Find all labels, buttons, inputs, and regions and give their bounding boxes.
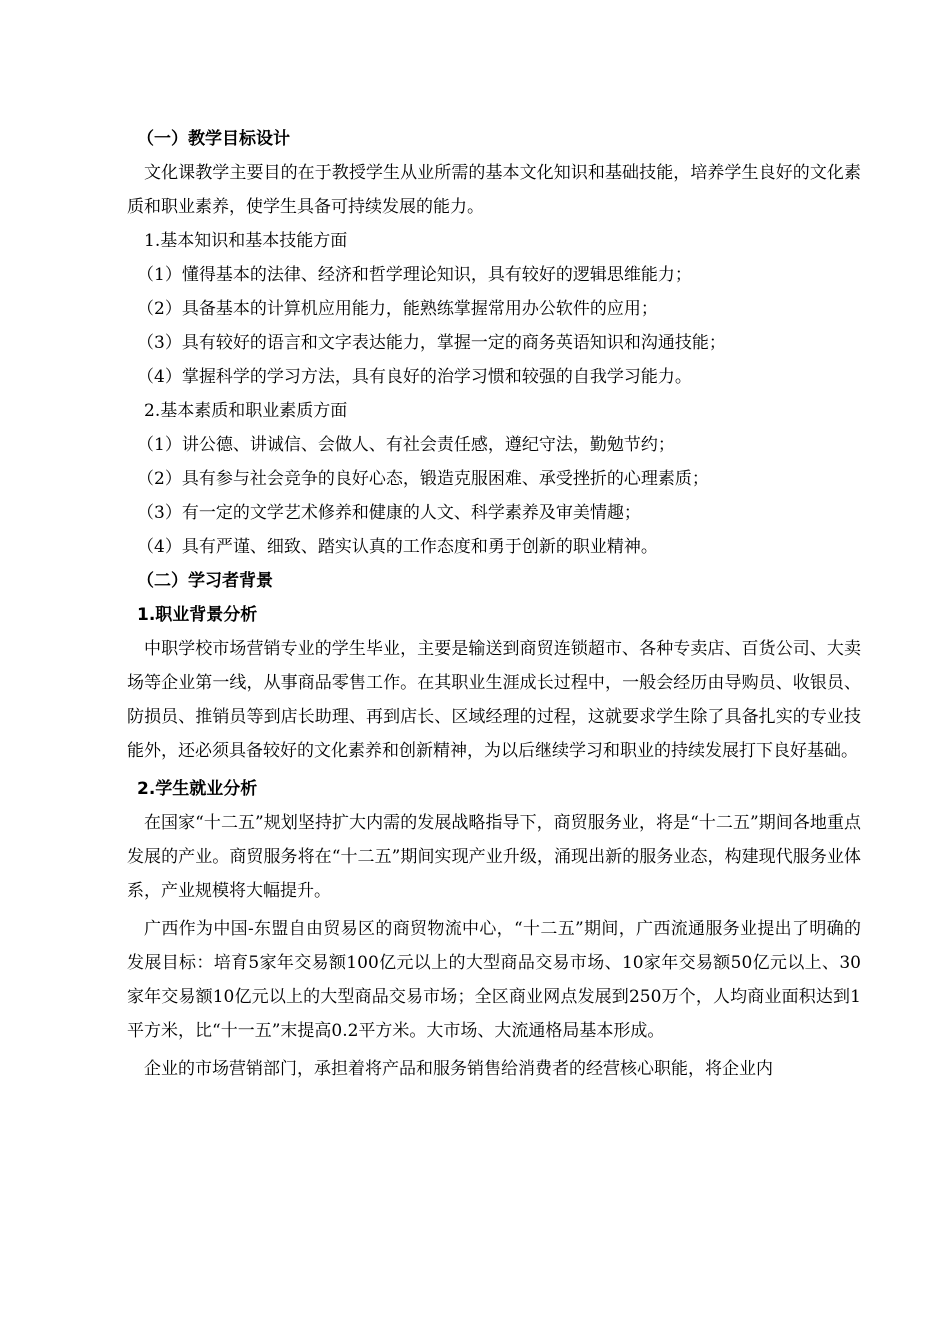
subheading-basic-qualities: 2.基本素质和职业素质方面 (144, 401, 348, 421)
paragraph-intro: 文化课教学主要目的在于教授学生从业所需的基本文化知识和基础技能，培养学生良好的文化素质和职业素养，使学生具备可持续发展的能力。 (127, 163, 861, 217)
list-item: （2）具备基本的计算机应用能力，能熟练掌握常用办公软件的应用； (137, 299, 658, 319)
section-heading-teaching-goals: （一）教学目标设计 (137, 129, 290, 149)
list-item: （1）讲公德、讲诚信、会做人、有社会责任感，遵纪守法，勤勉节约； (137, 435, 675, 455)
paragraph-career-background: 中职学校市场营销专业的学生毕业，主要是输送到商贸连锁超市、各种专卖店、百货公司、大卖场等企业第一线，从事商品零售工作。在其职业生涯成长过程中，一般会经历由导购员、收银员、防损员、推销员等到店长助理、再到店长、区域经理的过程，这就要求学生除了具备扎实的专业技能外，还必须具备较好的文化素养和创新精神，为以后继续学习和职业的持续发展打下良好基础。 (127, 639, 861, 761)
paragraph-employment-2: 广西作为中国-东盟自由贸易区的商贸物流中心，“十二五”期间，广西流通服务业提出了明确的发展目标：培育5家年交易额100亿元以上的大型商品交易市场、10家年交易额50亿元以上、30家年交易额10亿元以上的大型商品交易市场；全区商业网点发展到250万个，人均商业面积达到1平方米，比“十一五”末提高0.2平方米。大市场、大流通格局基本形成。 (127, 919, 861, 1041)
subheading-career-background: 1.职业背景分析 (137, 605, 258, 625)
list-item: （3）有一定的文学艺术修养和健康的人文、科学素养及审美情趣； (137, 503, 641, 523)
paragraph-employment-1: 在国家“十二五”规划坚持扩大内需的发展战略指导下，商贸服务业，将是“十二五”期间各地重点发展的产业。商贸服务将在“十二五”期间实现产业升级，涌现出新的服务业态，构建现代服务业体系，产业规模将大幅提升。 (127, 813, 861, 901)
list-item: （2）具有参与社会竞争的良好心态，锻造克服困难、承受挫折的心理素质； (137, 469, 709, 489)
section-heading-learner-background: （二）学习者背景 (137, 571, 273, 591)
list-item: （4）具有严谨、细致、踏实认真的工作态度和勇于创新的职业精神。 (137, 537, 658, 557)
subheading-basic-knowledge: 1.基本知识和基本技能方面 (144, 231, 348, 251)
subheading-employment-analysis: 2.学生就业分析 (137, 779, 258, 799)
list-item: （4）掌握科学的学习方法，具有良好的治学习惯和较强的自我学习能力。 (137, 367, 692, 387)
list-item: （1）懂得基本的法律、经济和哲学理论知识，具有较好的逻辑思维能力； (137, 265, 692, 285)
paragraph-employment-3: 企业的市场营销部门，承担着将产品和服务销售给消费者的经营核心职能，将企业内 (144, 1059, 773, 1079)
document-body (127, 122, 861, 1086)
list-item: （3）具有较好的语言和文字表达能力，掌握一定的商务英语知识和沟通技能； (137, 333, 726, 353)
